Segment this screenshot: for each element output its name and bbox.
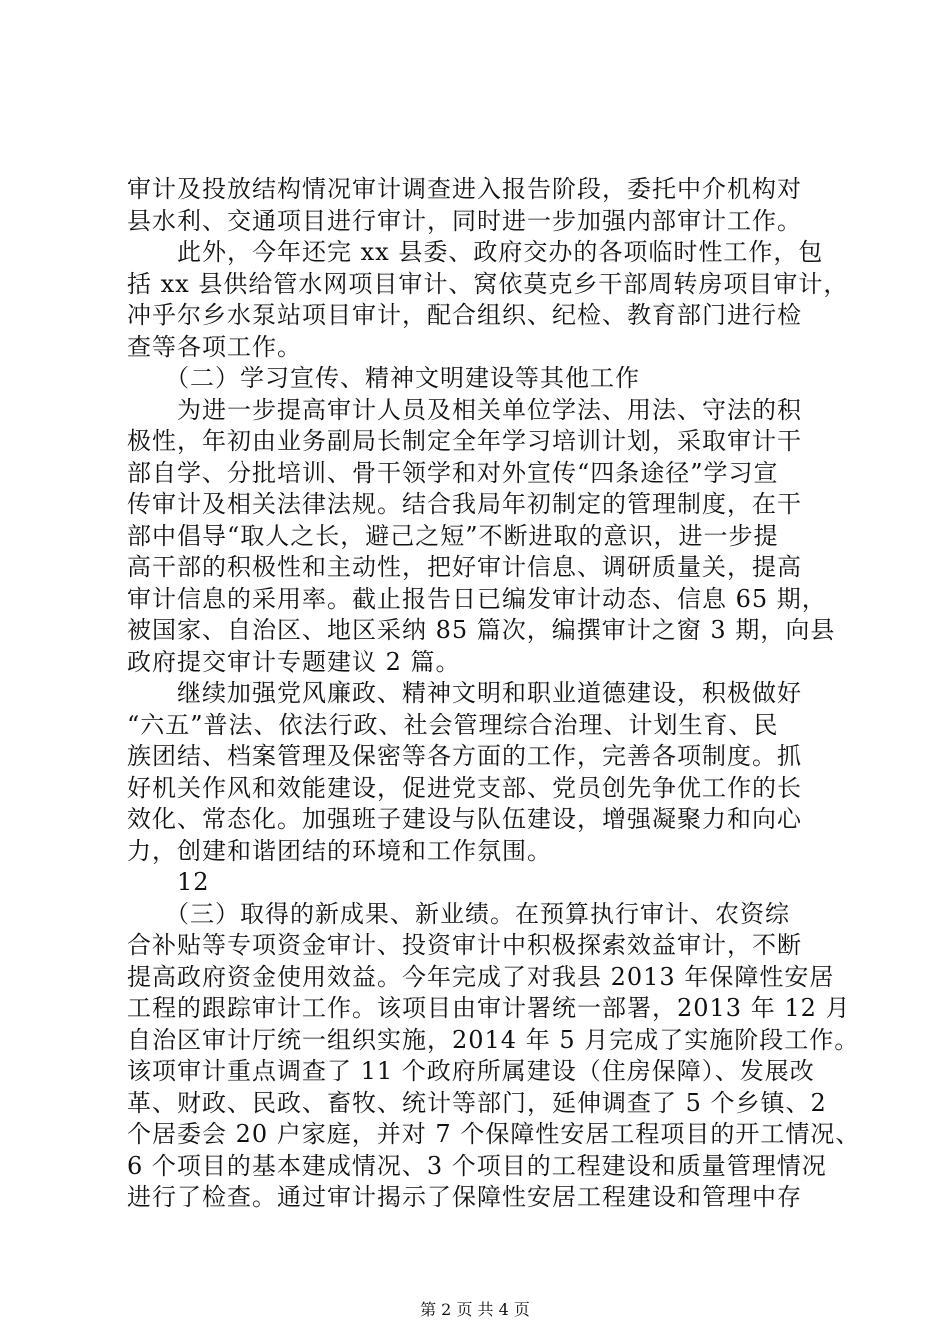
text-line: 继续加强党风廉政、精神文明和职业道德建设，积极做好 [127, 679, 802, 707]
text-line: 极性，年初由业务副局长制定全年学习培训计划，采取审计干 [127, 427, 802, 455]
text-line: 冲乎尔乡水泵站项目审计，配合组织、纪检、教育部门进行检 [127, 301, 802, 329]
text-line: 族团结、档案管理及保密等各方面的工作，完善各项制度。抓 [127, 742, 802, 770]
text-line: 传审计及相关法律法规。结合我局年初制定的管理制度，在干 [127, 490, 802, 518]
text-line: 部自学、分批培训、骨干领学和对外宣传“四条途径”学习宣 [127, 458, 779, 487]
text-line: 部中倡导“取人之长，避己之短”不断进取的意识，进一步提 [127, 521, 779, 550]
text-line: 12 [127, 868, 210, 896]
text-line: 政府提交审计专题建议 2 篇。 [127, 647, 461, 676]
text-line: 进行了检查。通过审计揭示了保障性安居工程建设和管理中存 [127, 1183, 802, 1211]
text-line: 括 xx 县供给管水网项目审计、窝依莫克乡干部周转房项目审计， [127, 269, 849, 298]
text-line: 审计及投放结构情况审计调查进入报告阶段，委托中介机构对 [127, 175, 802, 203]
text-line: 审计信息的采用率。截止报告日已编发审计动态、信息 65 期， [127, 584, 827, 613]
text-line: 县水利、交通项目进行审计，同时进一步加强内部审计工作。 [127, 206, 802, 235]
page-footer: 第 2 页 共 4 页 [420, 1300, 530, 1319]
text-line: 自治区审计厅统一组织实施，2014 年 5 月完成了实施阶段工作。 [127, 1025, 860, 1054]
text-line: 力，创建和谐团结的环境和工作氛围。 [127, 836, 552, 865]
text-line: （三）取得的新成果、新业绩。在预算执行审计、农资综 [127, 899, 790, 928]
text-line: 该项审计重点调查了 11 个政府所属建设（住房保障）、发展改 [127, 1057, 815, 1085]
text-line: “六五”普法、依法行政、社会管理综合治理、计划生育、民 [127, 710, 779, 739]
text-line: 个居委会 20 户家庭，并对 7 个保障性安居工程项目的开工情况、 [127, 1120, 861, 1148]
text-line: 此外，今年还完 xx 县委、政府交办的各项临时性工作，包 [127, 238, 824, 266]
text-line: 效化、常态化。加强班子建设与队伍建设，增强凝聚力和向心 [127, 805, 802, 833]
text-line: 好机关作风和效能建设，促进党支部、党员创先争优工作的长 [127, 773, 802, 802]
text-line: 6 个项目的基本建成情况、3 个项目的工程建设和质量管理情况 [127, 1151, 827, 1180]
text-line: 高干部的积极性和主动性，把好审计信息、调研质量关，提高 [127, 553, 802, 581]
text-line: 工程的跟踪审计工作。该项目由审计署统一部署，2013 年 12 月 [127, 994, 851, 1022]
text-line: 提高政府资金使用效益。今年完成了对我县 2013 年保障性安居 [127, 962, 835, 991]
text-line: 革、财政、民政、畜牧、统计等部门，延伸调查了 5 个乡镇、2 [127, 1088, 827, 1117]
text-line: 查等各项工作。 [127, 332, 302, 361]
text-line: 被国家、自治区、地区采纳 85 篇次，编撰审计之窗 3 期，向县 [127, 616, 836, 644]
text-line: （二）学习宣传、精神文明建设等其他工作 [127, 364, 640, 392]
text-line: 合补贴等专项资金审计、投资审计中积极探索效益审计，不断 [127, 931, 802, 959]
text-line: 为进一步提高审计人员及相关单位学法、用法、守法的积 [127, 395, 802, 424]
